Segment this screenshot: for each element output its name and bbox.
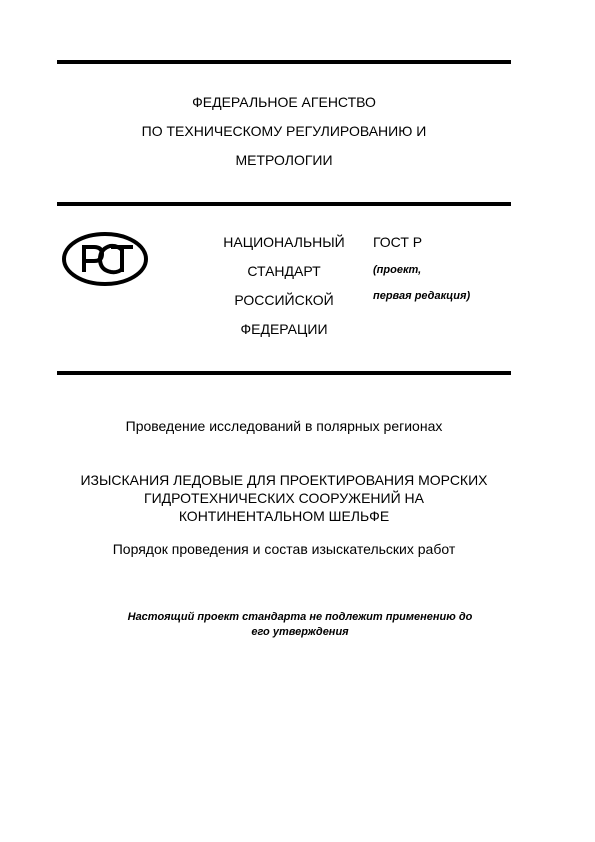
main-title-line-3: КОНТИНЕНТАЛЬНОМ ШЕЛЬФЕ <box>178 508 390 524</box>
bottom-rule <box>57 371 511 375</box>
standard-code: ГОСТ Р <box>373 234 423 250</box>
main-title-line-2: ГИДРОТЕХНИЧЕСКИХ СООРУЖЕНИЙ НА <box>143 490 424 506</box>
agency-line-1: ФЕДЕРАЛЬНОЕ АГЕНСТВО <box>192 94 376 110</box>
standard-name-line: СТАНДАРТ <box>247 263 321 279</box>
agency-line-3: МЕТРОЛОГИИ <box>235 152 333 168</box>
disclaimer-line-1: Настоящий проект стандарта не подлежит применению до <box>127 611 473 623</box>
standard-name-line: РОССИЙСКОЙ <box>234 292 334 308</box>
series-title: Проведение исследований в полярных регионах <box>125 418 443 434</box>
standard-name-line: НАЦИОНАЛЬНЫЙ <box>223 234 345 250</box>
agency-line-2: ПО ТЕХНИЧЕСКОМУ РЕГУЛИРОВАНИЮ И <box>141 123 427 139</box>
agency-header <box>57 88 511 175</box>
top-rule <box>57 60 511 64</box>
disclaimer-line-2: его утверждения <box>251 626 349 638</box>
standard-name <box>190 228 378 344</box>
draft-disclaimer <box>70 610 530 640</box>
main-title <box>30 471 538 525</box>
main-title-line-1: ИЗЫСКАНИЯ ЛЕДОВЫЕ ДЛЯ ПРОЕКТИРОВАНИЯ МОРСКИХ <box>80 472 488 488</box>
draft-note-line-1: (проект, <box>373 264 422 276</box>
middle-rule <box>57 202 511 206</box>
standard-name-line: ФЕДЕРАЦИИ <box>240 321 328 337</box>
subtitle: Порядок проведения и состав изыскательских работ <box>112 541 456 557</box>
rst-logo-icon <box>62 232 148 286</box>
standard-code-block <box>373 228 470 309</box>
draft-note-line-2: первая редакция) <box>373 290 471 302</box>
